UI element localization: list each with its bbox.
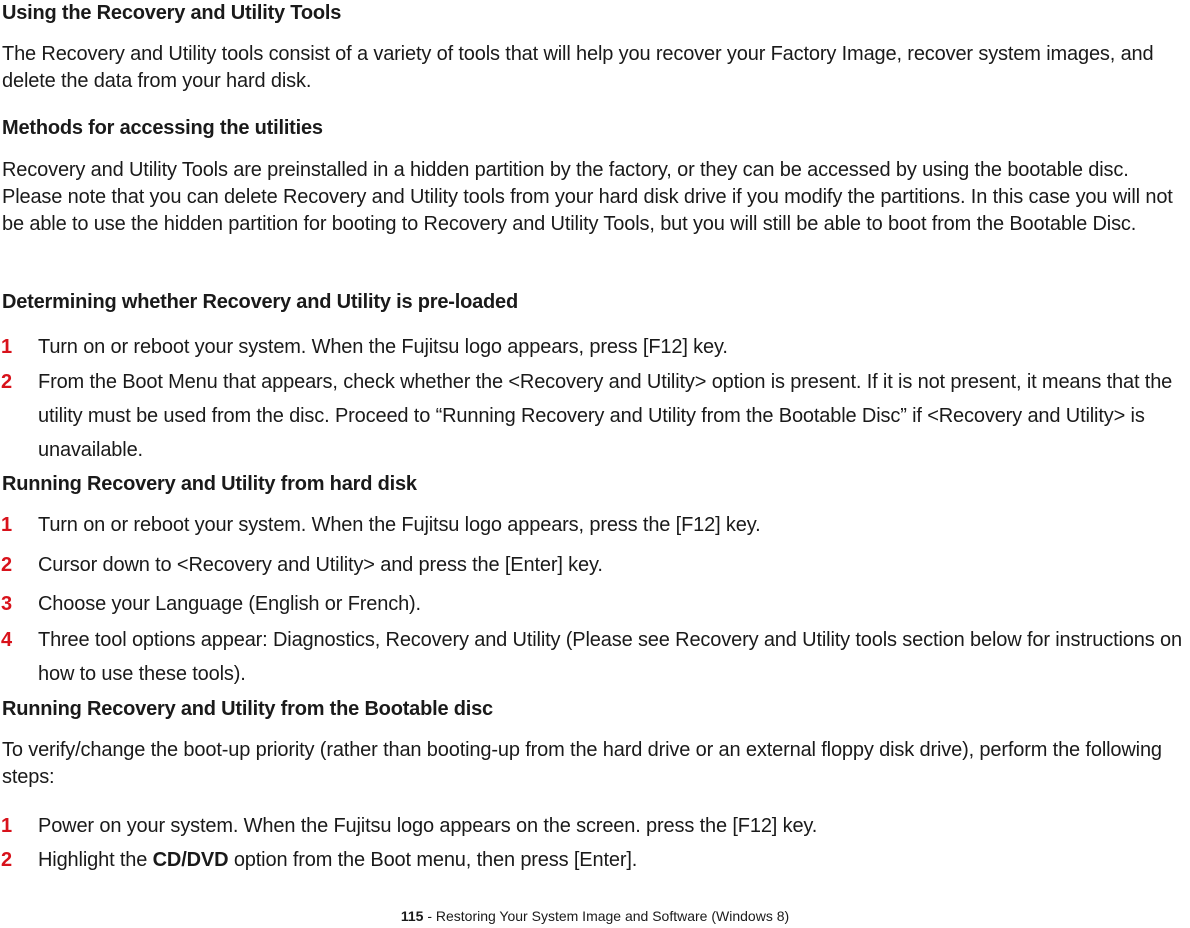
step-text-before: Highlight the xyxy=(38,849,153,871)
section-heading-determining: Determining whether Recovery and Utility is pre-loaded xyxy=(2,291,518,313)
step-number: 1 xyxy=(1,815,13,837)
step-text: Three tool options appear: Diagnostics, Recovery and Utility (Please see Recovery and Utility tools section below for instructions on how to use these tools). xyxy=(38,629,1182,685)
step-text: Choose your Language (English or French). xyxy=(38,593,421,615)
step-text-after: option from the Boot menu, then press [Enter]. xyxy=(228,849,638,871)
step-text xyxy=(38,847,1188,874)
step-number: 3 xyxy=(1,593,13,615)
section-heading-tools: Using the Recovery and Utility Tools xyxy=(2,2,342,24)
step-text: Turn on or reboot your system. When the Fujitsu logo appears, press the [F12] key. xyxy=(38,514,761,536)
paragraph-bootable-disc: To verify/change the boot-up priority (rather than booting-up from the hard drive or an external floppy disk drive), perform the following steps: xyxy=(2,739,1162,788)
step-number: 1 xyxy=(1,336,13,358)
step-text-bold: CD/DVD xyxy=(152,849,229,871)
page-number: 115 xyxy=(400,908,424,924)
step-text: Cursor down to <Recovery and Utility> and press the [Enter] key. xyxy=(38,554,603,576)
section-heading-hard-disk: Running Recovery and Utility from hard disk xyxy=(2,473,417,495)
step-number: 4 xyxy=(1,629,13,651)
step-text: Power on your system. When the Fujitsu logo appears on the screen. press the [F12] key. xyxy=(38,815,818,837)
paragraph-methods: Recovery and Utility Tools are preinstalled in a hidden partition by the factory, or they can be accessed by using the bootable disc. Please note that you can delete Recovery and Utility tools from your hard disk drive if you modify the partitions. In this case you will not be able to use the hidden partition for booting to Recovery and Utility Tools, but you will still be able to boot from the Bootable Disc. xyxy=(2,159,1173,235)
step-text: From the Boot Menu that appears, check whether the <Recovery and Utility> option is present. If it is not present, it means that the utility must be used from the disc. Proceed to “Running Recovery and Utility from the Bootable Disc” if <Recovery and Utility> is unavailable. xyxy=(38,371,1173,461)
step-number: 2 xyxy=(1,849,13,871)
step-number: 1 xyxy=(1,514,13,536)
page-footer xyxy=(0,907,1190,925)
step-number: 2 xyxy=(1,371,13,393)
step-text: Turn on or reboot your system. When the Fujitsu logo appears, press [F12] key. xyxy=(38,336,728,358)
step-number: 2 xyxy=(1,554,13,576)
paragraph-tools: The Recovery and Utility tools consist of a variety of tools that will help you recover your Factory Image, recover system images, and delete the data from your hard disk. xyxy=(2,43,1154,92)
section-heading-methods: Methods for accessing the utilities xyxy=(2,117,323,139)
footer-title: - Restoring Your System Image and Software (Windows 8) xyxy=(423,908,790,924)
section-heading-bootable-disc: Running Recovery and Utility from the Bootable disc xyxy=(2,698,493,720)
